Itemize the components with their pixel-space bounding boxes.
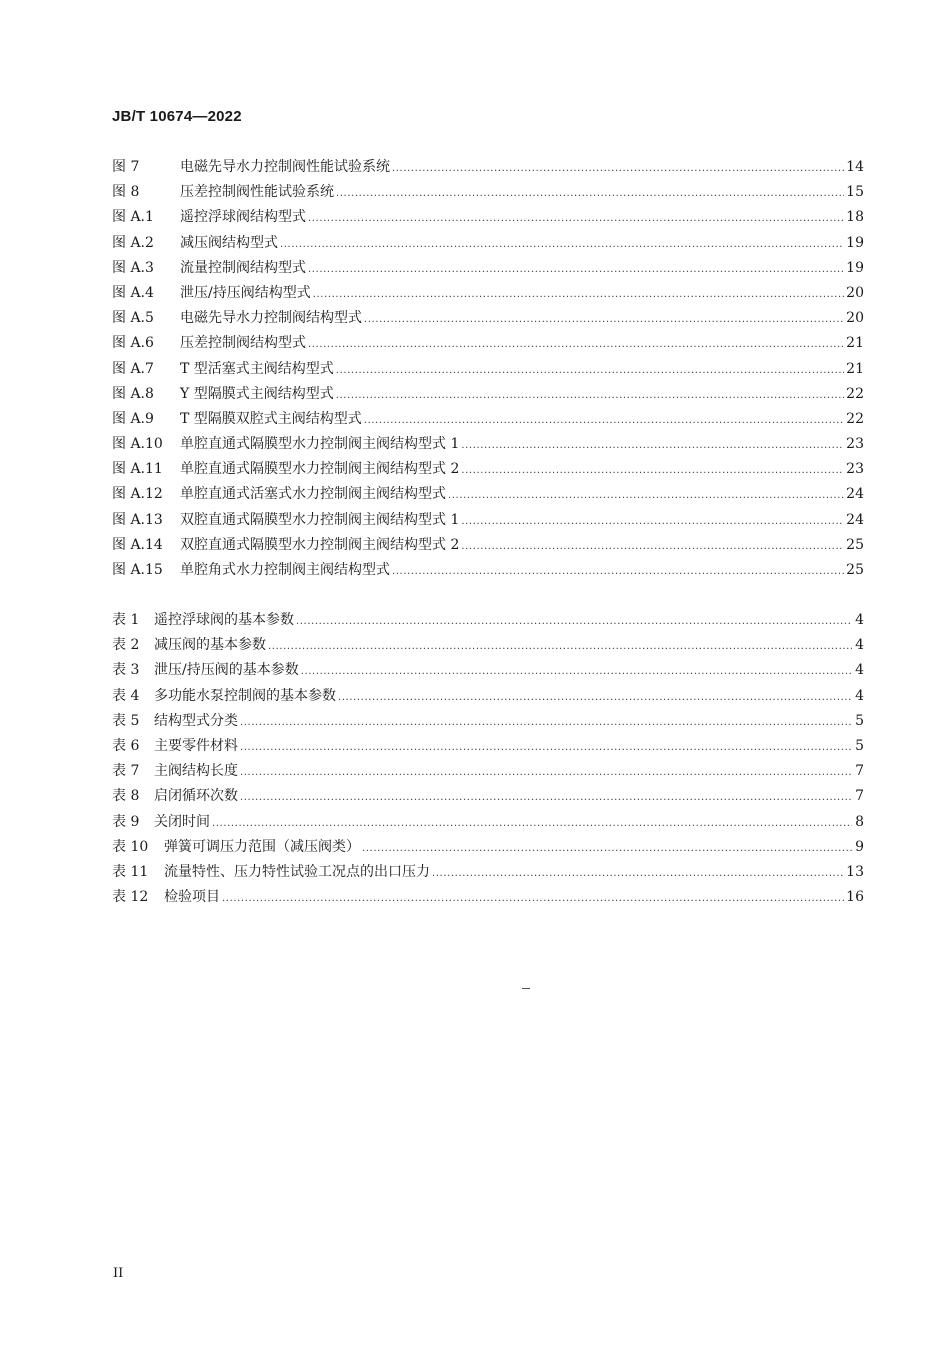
dot-leader [280,231,844,257]
toc-row-table[interactable] [112,633,864,658]
toc-row-table[interactable] [112,885,864,910]
toc-row-figure[interactable] [112,155,864,180]
toc-page: 15 [846,184,864,201]
toc-label: 图 A.13 [112,511,163,528]
dot-leader [338,684,852,710]
toc-label: 图 A.15 [112,562,163,578]
toc-label: 图 A.6 [112,335,154,352]
toc-label: 表 2 [112,637,140,654]
dot-leader [461,457,844,483]
toc-page: 21 [846,360,864,377]
dot-leader [392,558,844,584]
toc-title: 多功能水泵控制阀的基本参数 [154,687,336,704]
toc-title: 泄压/持压阀结构型式 [180,284,311,301]
dot-leader [308,331,844,357]
toc-row-figure[interactable] [112,357,864,382]
toc-title: 单腔直通式隔膜型水力控制阀主阀结构型式 2 [180,461,460,478]
toc-title: T 型活塞式主阀结构型式 [180,360,334,377]
toc-page: 4 [855,612,864,628]
dot-leader [362,835,852,861]
toc-label: 表 3 [112,662,140,679]
toc-row-figure[interactable] [112,281,864,306]
toc-label: 表 11 [112,863,149,880]
dot-leader [240,784,852,810]
dot-leader [364,306,844,332]
toc-title: 压差控制阀结构型式 [180,335,306,352]
toc-page: 4 [855,637,864,654]
toc-row-figure[interactable] [112,256,864,281]
toc-title: 结构型式分类 [154,712,238,729]
toc-label: 图 7 [112,159,140,175]
toc-row-table[interactable] [112,860,864,885]
toc-label: 图 A.10 [112,436,163,453]
toc-title: 压差控制阀性能试验系统 [180,184,334,201]
dot-leader [432,860,844,886]
toc-label: 图 A.9 [112,410,154,427]
toc-title: T 型隔膜双腔式主阀结构型式 [180,410,362,427]
dot-leader [364,407,844,433]
toc-title: 电磁先导水力控制阀结构型式 [180,310,362,327]
toc-label: 图 A.11 [112,461,163,478]
toc-page: 18 [846,209,864,226]
toc-page: 8 [855,813,864,830]
toc-title: 主要零件材料 [154,737,238,754]
toc-row-figure[interactable] [112,558,864,583]
toc-row-figure[interactable] [112,407,864,432]
page-number: II [113,1266,124,1281]
toc-title: 流量控制阀结构型式 [180,259,306,276]
toc-title: 双腔直通式隔膜型水力控制阀主阀结构型式 1 [180,511,460,528]
toc-label: 图 A.3 [112,259,154,276]
toc-title: 主阀结构长度 [154,763,238,780]
toc-page: 19 [846,259,864,276]
toc-row-figure[interactable] [112,306,864,331]
toc-title: 遥控浮球阀的基本参数 [154,612,294,628]
toc-label: 表 10 [112,838,149,855]
toc-row-table[interactable] [112,835,864,860]
toc-page: 5 [855,737,864,754]
toc-page: 4 [855,687,864,704]
toc-page: 21 [846,335,864,352]
toc-row-figure[interactable] [112,180,864,205]
toc-title: 减压阀的基本参数 [154,637,266,654]
toc-label: 表 12 [112,889,149,906]
toc-label: 图 A.2 [112,234,154,251]
toc-page: 22 [846,385,864,402]
toc-row-figure[interactable] [112,205,864,230]
dot-leader [301,658,852,684]
toc-label: 图 A.1 [112,209,154,226]
toc-title: 检验项目 [164,889,220,906]
toc-label: 表 8 [112,788,140,805]
toc-row-figure[interactable] [112,482,864,507]
toc-label: 图 A.4 [112,284,154,301]
scan-mark [522,988,530,989]
dot-leader [308,205,844,231]
dot-leader [240,734,852,760]
toc-title: 电磁先导水力控制阀性能试验系统 [180,159,390,175]
toc-label: 表 4 [112,687,140,704]
toc-page: 19 [846,234,864,251]
toc-label: 表 9 [112,813,140,830]
toc-title: 弹簧可调压力范围（减压阀类） [164,838,360,855]
toc-page: 4 [855,662,864,679]
dot-leader [461,432,844,458]
toc-title: 启闭循环次数 [154,788,238,805]
toc-page: 22 [846,410,864,427]
toc-row-table[interactable] [112,810,864,835]
dot-leader [308,256,844,282]
toc-title: 泄压/持压阀的基本参数 [154,662,299,679]
toc-page: 7 [855,763,864,780]
toc-page: 20 [846,310,864,327]
toc-row-table[interactable] [112,709,864,734]
toc-page: 13 [846,863,864,880]
toc-label: 表 1 [112,612,140,628]
toc-row-figure[interactable] [112,331,864,356]
toc-title: Y 型隔膜式主阀结构型式 [180,385,334,402]
toc-row-figure[interactable] [112,533,864,558]
dot-leader [448,482,844,508]
dot-leader [461,533,844,559]
toc-row-table[interactable] [112,684,864,709]
toc-title: 单腔直通式隔膜型水力控制阀主阀结构型式 1 [180,436,460,453]
toc-page: 9 [855,838,864,855]
toc-page: 16 [846,889,864,906]
toc-label: 图 8 [112,184,140,201]
toc-row-figure[interactable] [112,382,864,407]
dot-leader [313,281,844,307]
toc-page: 25 [846,562,864,578]
dot-leader [461,508,844,534]
toc-row-figure[interactable] [112,231,864,256]
dot-leader [336,357,844,383]
toc-page: 14 [846,159,864,175]
document-id: JB/T 10674—2022 [112,108,242,125]
toc-page: 5 [855,712,864,729]
toc-title: 单腔直通式活塞式水力控制阀主阀结构型式 [180,486,446,503]
toc-row-figure[interactable] [112,457,864,482]
toc-label: 表 5 [112,712,140,729]
toc-label: 图 A.12 [112,486,163,503]
toc-page: 23 [846,436,864,453]
dot-leader [336,382,844,408]
toc-page: 20 [846,284,864,301]
toc-title: 遥控浮球阀结构型式 [180,209,306,226]
toc-page: 24 [846,486,864,503]
toc-row-table[interactable] [112,658,864,683]
toc-title: 流量特性、压力特性试验工况点的出口压力 [164,863,430,880]
toc-label: 表 6 [112,737,140,754]
toc-row-table[interactable] [112,734,864,759]
toc-title: 双腔直通式隔膜型水力控制阀主阀结构型式 2 [180,536,460,553]
toc-title: 减压阀结构型式 [180,234,278,251]
dot-leader [268,633,852,659]
dot-leader [212,810,852,836]
dot-leader [240,709,852,735]
toc-page: 7 [855,788,864,805]
dot-leader [222,885,844,911]
toc-page: 24 [846,511,864,528]
toc-page: 23 [846,461,864,478]
toc-page: 25 [846,536,864,553]
toc-label: 图 A.14 [112,536,163,553]
toc-label: 图 A.7 [112,360,154,377]
toc-title: 单腔角式水力控制阀主阀结构型式 [180,562,390,578]
figure-list [112,155,864,583]
toc-label: 表 7 [112,763,140,780]
dot-leader [392,155,844,181]
toc-label: 图 A.8 [112,385,154,402]
toc-row-table[interactable] [112,784,864,809]
toc-row-figure[interactable] [112,432,864,457]
table-list [112,608,864,910]
toc-row-table[interactable] [112,608,864,633]
toc-row-table[interactable] [112,759,864,784]
dot-leader [240,759,852,785]
toc-row-figure[interactable] [112,508,864,533]
toc-title: 关闭时间 [154,813,210,830]
toc-label: 图 A.5 [112,310,154,327]
dot-leader [296,608,852,634]
dot-leader [336,180,844,206]
